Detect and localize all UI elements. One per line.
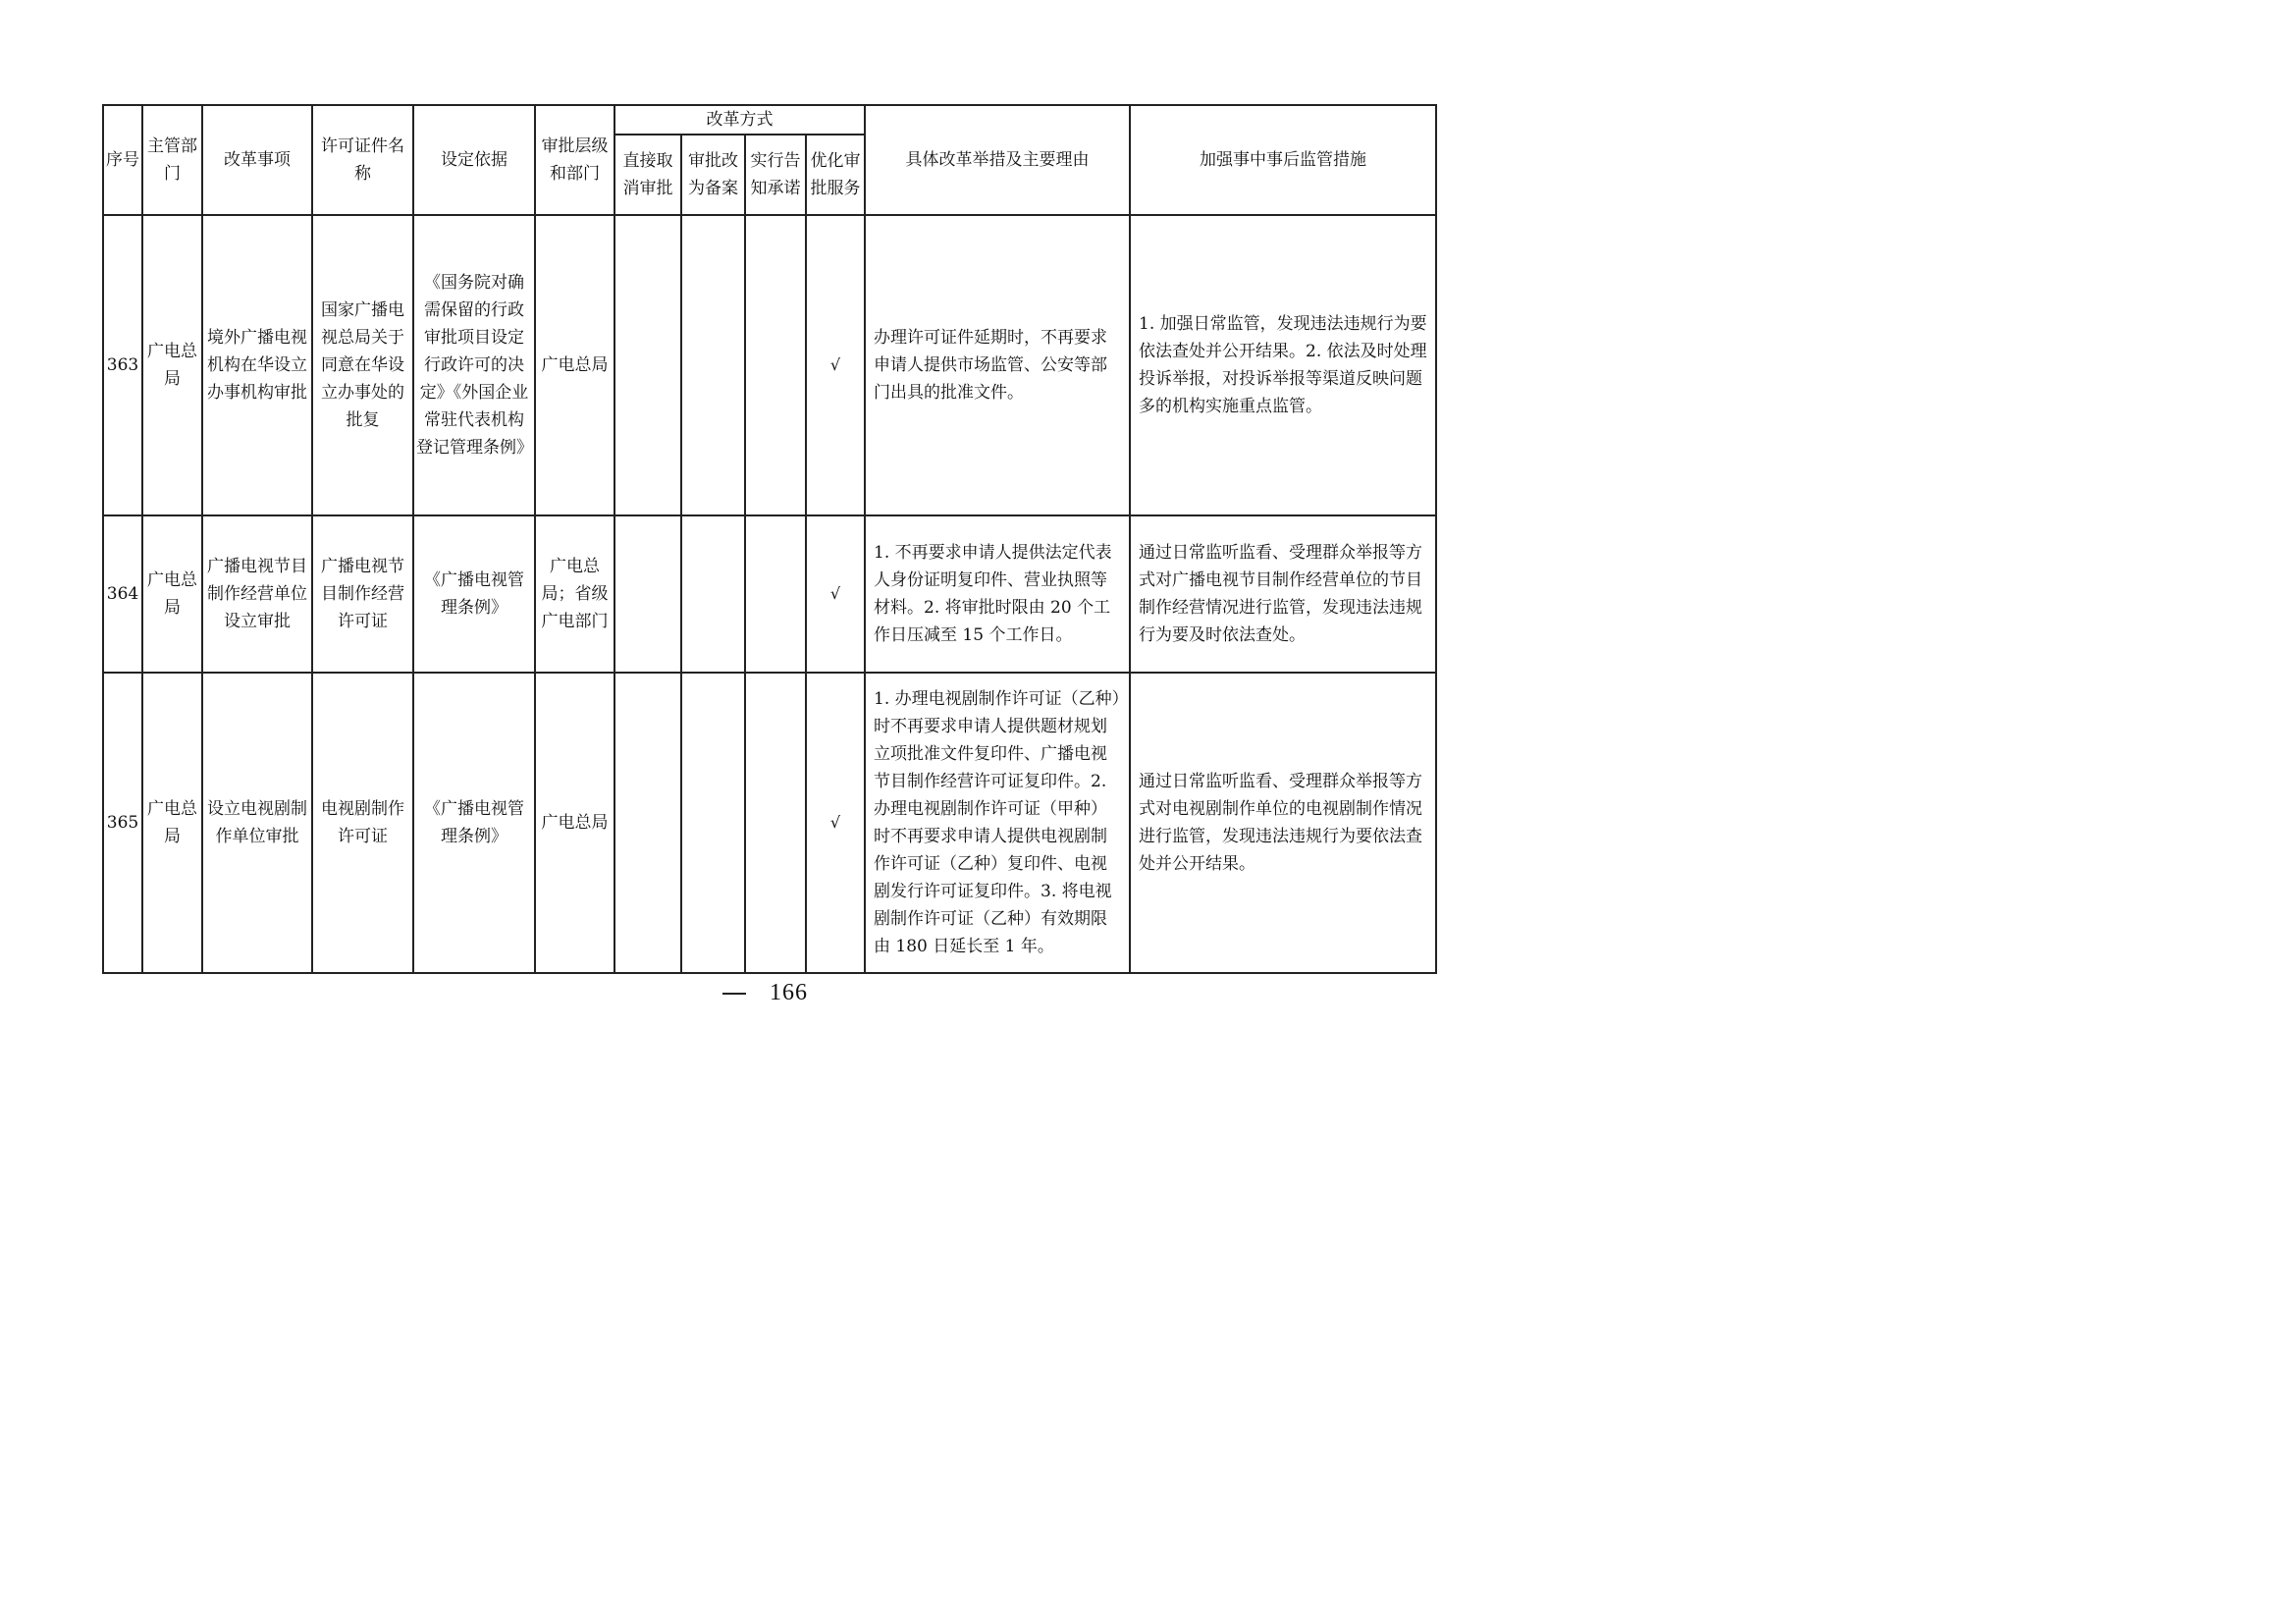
header-method-optimize: 优化审批服务 — [806, 135, 865, 215]
header-level: 审批层级和部门 — [535, 105, 614, 215]
cell-item: 设立电视剧制作单位审批 — [202, 673, 312, 973]
cell-cert: 电视剧制作许可证 — [312, 673, 413, 973]
cell-cancel — [614, 673, 681, 973]
cell-optimize-check: √ — [806, 673, 865, 973]
cell-dept: 广电总局 — [142, 515, 202, 673]
cell-basis: 《广播电视管理条例》 — [413, 673, 535, 973]
cell-cancel — [614, 515, 681, 673]
table-row — [103, 673, 1436, 973]
header-supervision: 加强事中事后监管措施 — [1130, 105, 1436, 215]
cell-seq: 364 — [103, 515, 142, 673]
header-basis: 设定依据 — [413, 105, 535, 215]
cell-record — [681, 673, 745, 973]
cell-level: 广电总局 — [535, 215, 614, 515]
cell-measures: 1. 不再要求申请人提供法定代表人身份证明复印件、营业执照等材料。2. 将审批时限由 20 个工作日压减至 15 个工作日。 — [865, 515, 1130, 673]
cell-cancel — [614, 215, 681, 515]
header-item: 改革事项 — [202, 105, 312, 215]
cell-promise — [745, 215, 806, 515]
cell-basis: 《国务院对确需保留的行政审批项目设定行政许可的决定》《外国企业常驻代表机构登记管理条例》 — [413, 215, 535, 515]
cell-item: 广播电视节目制作经营单位设立审批 — [202, 515, 312, 673]
cell-cert: 广播电视节目制作经营许可证 — [312, 515, 413, 673]
header-method-cancel: 直接取消审批 — [614, 135, 681, 215]
cell-basis: 《广播电视管理条例》 — [413, 515, 535, 673]
cell-supervision: 1. 加强日常监管，发现违法违规行为要依法查处并公开结果。2. 依法及时处理投诉举报，对投诉举报等渠道反映问题多的机构实施重点监管。 — [1130, 215, 1436, 515]
cell-cert: 国家广播电视总局关于同意在华设立办事处的批复 — [312, 215, 413, 515]
cell-level: 广电总局；省级广电部门 — [535, 515, 614, 673]
cell-dept: 广电总局 — [142, 215, 202, 515]
header-method-group: 改革方式 — [614, 105, 865, 135]
cell-optimize-check: √ — [806, 215, 865, 515]
cell-measures: 1. 办理电视剧制作许可证（乙种）时不再要求申请人提供题材规划立项批准文件复印件、广播电视节目制作经营许可证复印件。2. 办理电视剧制作许可证（甲种）时不再要求申请人提供电视剧制作许可证（乙种）复印件、电视剧发行许可证复印件。3. 将电视剧制作许可证（乙种）有效期限由 180 日延长至 1 年。 — [865, 673, 1130, 973]
header-method-record: 审批改为备案 — [681, 135, 745, 215]
cell-promise — [745, 673, 806, 973]
cell-seq: 365 — [103, 673, 142, 973]
cell-optimize-check: √ — [806, 515, 865, 673]
header-seq: 序号 — [103, 105, 142, 215]
cell-promise — [745, 515, 806, 673]
cell-supervision: 通过日常监听监看、受理群众举报等方式对广播电视节目制作经营单位的节目制作经营情况进行监管，发现违法违规行为要及时依法查处。 — [1130, 515, 1436, 673]
cell-record — [681, 215, 745, 515]
cell-item: 境外广播电视机构在华设立办事机构审批 — [202, 215, 312, 515]
cell-measures: 办理许可证件延期时，不再要求申请人提供市场监管、公安等部门出具的批准文件。 — [865, 215, 1130, 515]
table-row — [103, 515, 1436, 673]
page-footer — [0, 980, 1530, 1006]
cell-supervision: 通过日常监听监看、受理群众举报等方式对电视剧制作单位的电视剧制作情况进行监管，发现违法违规行为要依法查处并公开结果。 — [1130, 673, 1436, 973]
table-row — [103, 215, 1436, 515]
header-dept: 主管部门 — [142, 105, 202, 215]
cell-seq: 363 — [103, 215, 142, 515]
cell-dept: 广电总局 — [142, 673, 202, 973]
cell-record — [681, 515, 745, 673]
header-measures: 具体改革举措及主要理由 — [865, 105, 1130, 215]
page-number: 166 — [770, 980, 808, 1005]
header-method-promise: 实行告知承诺 — [745, 135, 806, 215]
footer-dash — [722, 993, 746, 995]
reform-table — [102, 104, 1437, 974]
header-cert: 许可证件名称 — [312, 105, 413, 215]
cell-level: 广电总局 — [535, 673, 614, 973]
